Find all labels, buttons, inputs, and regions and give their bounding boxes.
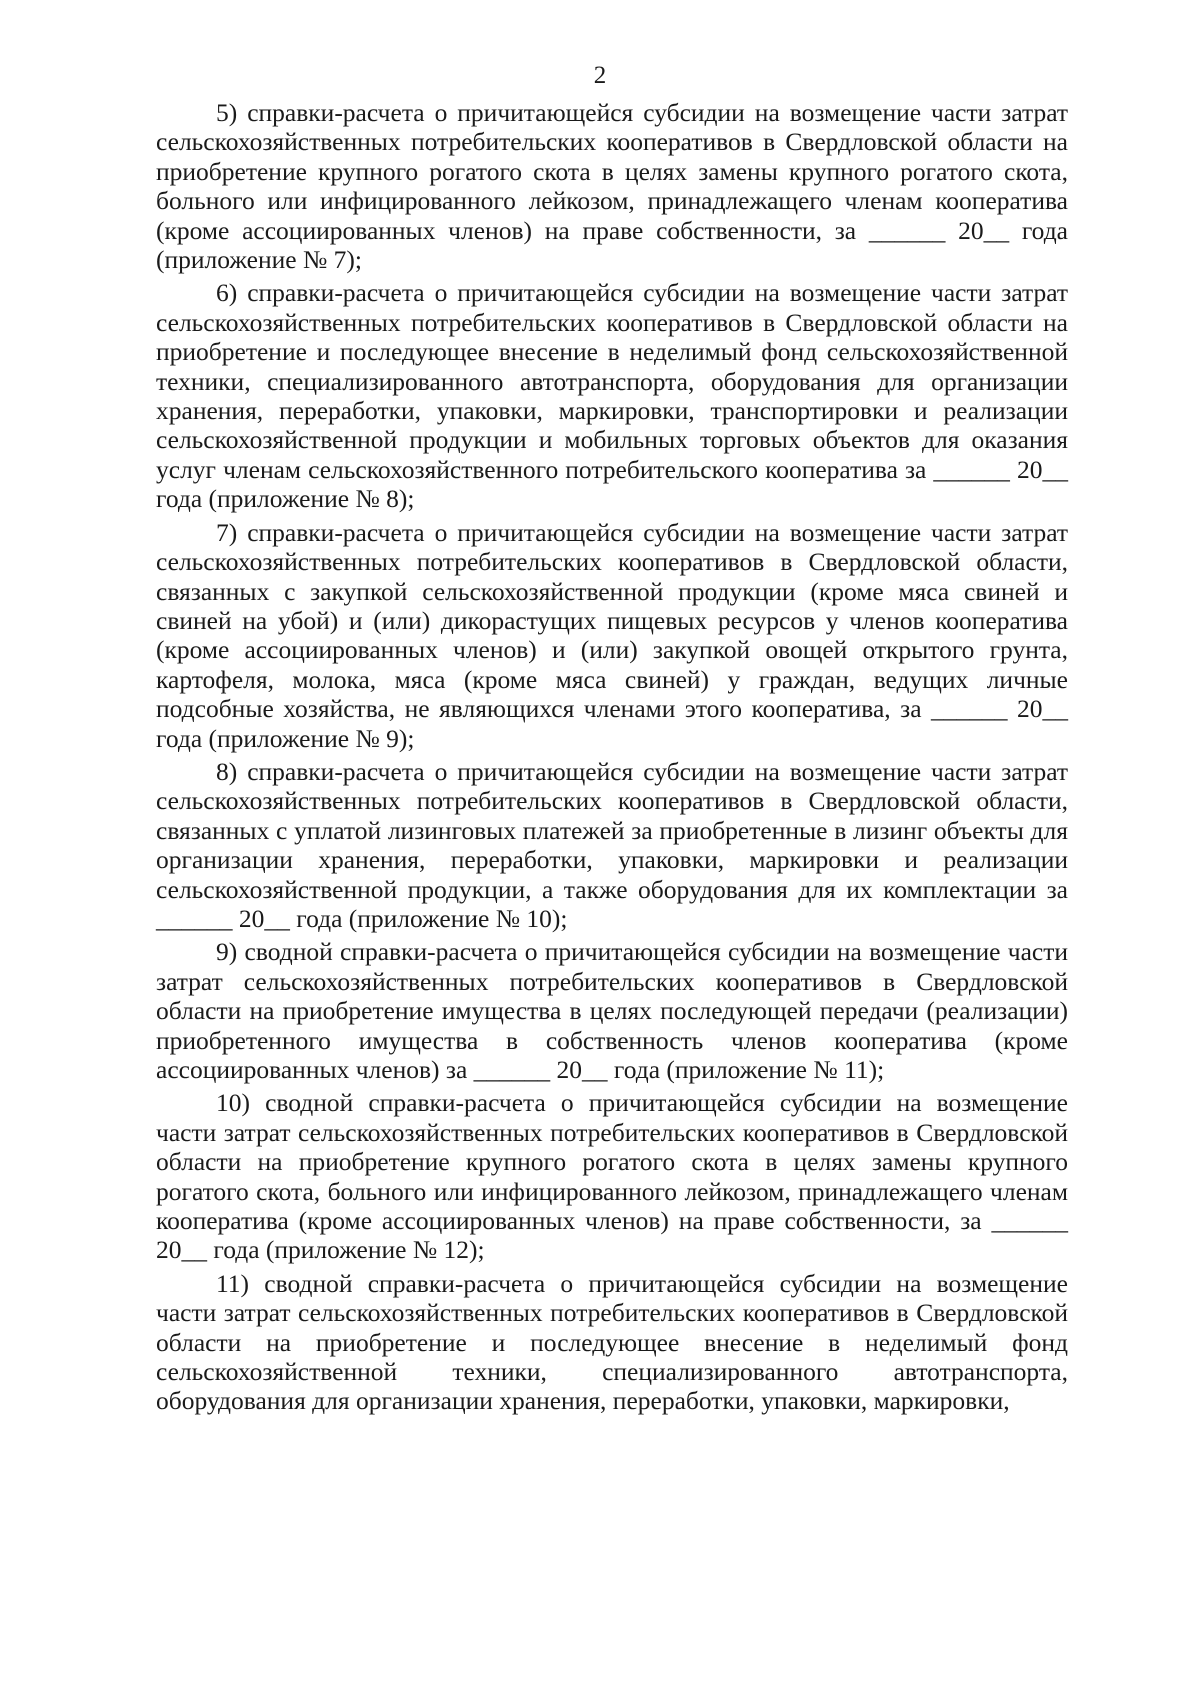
list-item-11: 11) сводной справки-расчета о причитающейся субсидии на возмещение части затрат сельскохозяйственных потребительских кооперативов в Свердловской области на приобретение и последующее внесение в неделимый фонд сельскохозяйственной техники, специализированного автотранспорта, оборудования для организации хранения, переработки, упаковки, маркировки, <box>156 1268 1068 1416</box>
document-body <box>156 98 1068 1416</box>
list-item-10: 10) сводной справки-расчета о причитающейся субсидии на возмещение части затрат сельскохозяйственных потребительских кооперативов в Свердловской области на приобретение крупного рогатого скота в целях замены крупного рогатого скота, больного или инфицированного лейкозом, принадлежащего членам кооператива (кроме ассоциированных членов) на праве собственности, за ______ 20__ года (приложение № 12); <box>156 1088 1068 1265</box>
list-item-9: 9) сводной справки-расчета о причитающейся субсидии на возмещение части затрат сельскохозяйственных потребительских кооперативов в Свердловской области на приобретение имущества в целях последующей передачи (реализации) приобретенного имущества в собственность членов кооператива (кроме ассоциированных членов) за ______ 20__ года (приложение № 11); <box>156 937 1068 1084</box>
list-item-7: 7) справки-расчета о причитающейся субсидии на возмещение части затрат сельскохозяйственных потребительских кооперативов в Свердловской области, связанных с закупкой сельскохозяйственной продукции (кроме мяса свиней и свиней на убой) и (или) дикорастущих пищевых ресурсов у членов кооператива (кроме ассоциированных членов) и (или) закупкой овощей открытого грунта, картофеля, молока, мяса (кроме мяса свиней) у граждан, ведущих личные подсобные хозяйства, не являющихся членами этого кооператива, за ______ 20__ года (приложение № 9); <box>156 517 1068 753</box>
list-item-6: 6) справки-расчета о причитающейся субсидии на возмещение части затрат сельскохозяйственных потребительских кооперативов в Свердловской области на приобретение и последующее внесение в неделимый фонд сельскохозяйственной техники, специализированного автотранспорта, оборудования для организации хранения, переработки, упаковки, маркировки, транспортировки и реализации сельскохозяйственной продукции и мобильных торговых объектов для оказания услуг членам сельскохозяйственного потребительского кооператива за ______ 20__ года (приложение № 8); <box>156 278 1068 514</box>
page-number: 2 <box>593 62 607 89</box>
list-item-8: 8) справки-расчета о причитающейся субсидии на возмещение части затрат сельскохозяйственных потребительских кооперативов в Свердловской области, связанных с уплатой лизинговых платежей за приобретенные в лизинг объекты для организации хранения, переработки, упаковки, маркировки и реализации сельскохозяйственной продукции, а также оборудования для их комплектации за ______ 20__ года (приложение № 10); <box>156 756 1068 933</box>
list-item-5: 5) справки-расчета о причитающейся субсидии на возмещение части затрат сельскохозяйственных потребительских кооперативов в Свердловской области на приобретение крупного рогатого скота в целях замены крупного рогатого скота, больного или инфицированного лейкозом, принадлежащего членам кооператива (кроме ассоциированных членов) на праве собственности, за ______ 20__ года (приложение № 7); <box>156 98 1068 275</box>
